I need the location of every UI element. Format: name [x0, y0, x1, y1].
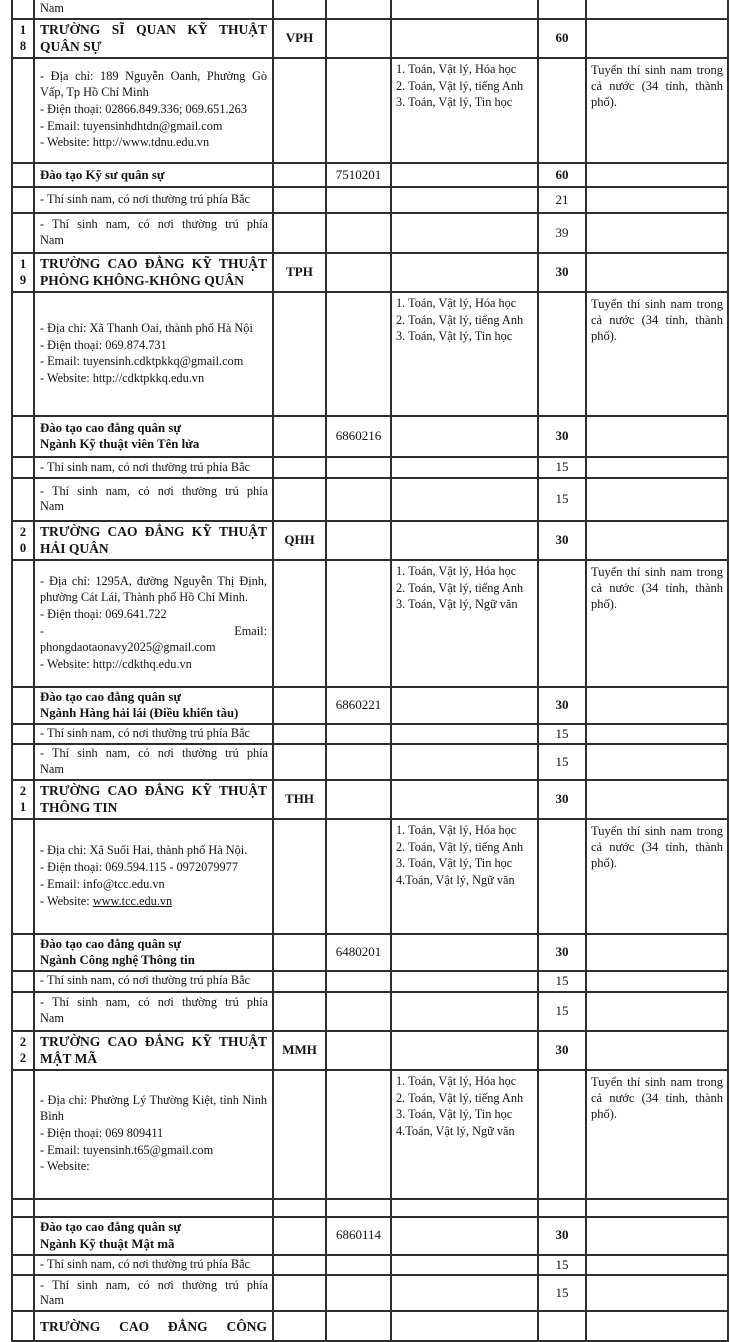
region-south-quota: 15 — [538, 478, 586, 521]
email-line: - Email: — [40, 623, 267, 638]
region-south-label: - Thí sinh nam, có nơi thường trú phía Nam — [34, 213, 273, 253]
empty-cell — [326, 457, 391, 478]
subject-option: 3. Toán, Vật lý, Tin học — [396, 95, 513, 110]
empty-cell — [12, 992, 34, 1031]
email-line: - Email: info@tcc.edu.vn — [40, 876, 165, 891]
empty-cell — [391, 521, 538, 560]
region-south-label: - Thí sinh nam, có nơi thường trú phía Nam — [34, 992, 273, 1031]
region-north-row — [12, 724, 728, 745]
empty-cell — [12, 819, 34, 934]
carryover-top-text: Nam — [34, 0, 273, 19]
school-contact — [34, 560, 273, 687]
address-line: - Địa chỉ: Xã Suối Hai, thành phố Hà Nội. — [40, 843, 248, 858]
empty-cell — [538, 0, 586, 19]
total-quota: 60 — [538, 19, 586, 58]
subject-combinations — [391, 1070, 538, 1199]
carryover-bottom-row — [12, 1311, 728, 1341]
address-line: - Địa chỉ: 189 Nguyễn Oanh, Phường Gò Vấp, Tp Hồ Chí Minh — [40, 69, 267, 100]
school-number: 21 — [12, 780, 34, 819]
empty-cell — [586, 1275, 728, 1311]
region-south-quota: 39 — [538, 213, 586, 253]
region-north-quota: 21 — [538, 187, 586, 213]
website-line: - Website: http://cdkthq.edu.vn — [40, 656, 192, 671]
subject-combinations — [391, 819, 538, 934]
empty-cell — [586, 687, 728, 724]
empty-cell — [12, 744, 34, 779]
program-quota: 30 — [538, 416, 586, 457]
school-name: TRƯỜNG CAO ĐẲNG KỸ THUẬT HẢI QUÂN — [34, 521, 273, 560]
empty-cell — [586, 934, 728, 971]
empty-cell — [391, 478, 538, 521]
address-line: - Địa chỉ: Xã Thanh Oai, thành phố Hà Nội — [40, 320, 253, 335]
empty-cell — [391, 1217, 538, 1255]
subject-option: 1. Toán, Vật lý, Hóa học — [396, 564, 517, 579]
empty-cell — [391, 1031, 538, 1070]
empty-cell — [273, 163, 326, 187]
subject-option: 1. Toán, Vật lý, Hóa học — [396, 822, 517, 837]
empty-cell — [326, 1070, 391, 1199]
empty-cell — [586, 1031, 728, 1070]
empty-cell — [273, 213, 326, 253]
school-info-row — [12, 819, 728, 934]
program-title — [34, 163, 273, 187]
empty-cell — [273, 1311, 326, 1341]
empty-cell — [326, 253, 391, 292]
empty-cell — [326, 1255, 391, 1276]
empty-cell — [12, 58, 34, 163]
empty-cell — [12, 971, 34, 992]
empty-cell — [273, 971, 326, 992]
subject-option: 4.Toán, Vật lý, Ngữ văn — [396, 1124, 515, 1138]
recruitment-note: Tuyển thí sinh nam trong cả nước (34 tỉnh, thành phố). — [586, 58, 728, 163]
empty-cell — [391, 1275, 538, 1311]
school-number: 22 — [12, 1031, 34, 1070]
school-header-row — [12, 19, 728, 58]
empty-cell — [586, 213, 728, 253]
program-code: 7510201 — [326, 163, 391, 187]
subject-option: 1. Toán, Vật lý, Hóa học — [396, 1073, 517, 1088]
region-north-label: - Thí sinh nam, có nơi thường trú phía Bắc — [34, 724, 273, 745]
program-title — [34, 1217, 273, 1255]
region-south-row — [12, 992, 728, 1031]
empty-cell — [326, 1311, 391, 1341]
school-contact — [34, 1070, 273, 1199]
region-north-quota: 15 — [538, 724, 586, 745]
program-title — [34, 687, 273, 724]
region-south-row — [12, 478, 728, 521]
program-quota: 30 — [538, 1217, 586, 1255]
empty-cell — [326, 1275, 391, 1311]
phone-line: - Điện thoại: 069.641.722 — [40, 606, 167, 621]
region-south-label: - Thí sinh nam, có nơi thường trú phía Nam — [34, 744, 273, 779]
empty-cell — [12, 560, 34, 687]
email-line: - Email: tuyensinh.cdktpkkq@gmail.com — [40, 354, 244, 369]
school-number: 20 — [12, 521, 34, 560]
empty-cell — [273, 992, 326, 1031]
empty-cell — [538, 819, 586, 934]
empty-cell — [273, 1275, 326, 1311]
recruitment-note: Tuyển thí sinh nam trong cả nước (34 tỉnh, thành phố). — [586, 1070, 728, 1199]
empty-cell — [12, 292, 34, 416]
empty-cell — [391, 780, 538, 819]
program-title-line: Ngành Hàng hải lái (Điều khiển tàu) — [40, 706, 239, 721]
subject-option: 2. Toán, Vật lý, tiếng Anh — [396, 1090, 524, 1105]
empty-cell — [586, 1217, 728, 1255]
region-south-label: - Thí sinh nam, có nơi thường trú phía Nam — [34, 478, 273, 521]
school-info-row — [12, 292, 728, 416]
school-name: TRƯỜNG SĨ QUAN KỸ THUẬT QUÂN SỰ — [34, 19, 273, 58]
empty-cell — [12, 724, 34, 745]
empty-cell — [586, 187, 728, 213]
empty-cell — [12, 934, 34, 971]
address-line: - Địa chỉ: Phường Lý Thường Kiệt, tỉnh Ninh Bình — [40, 1093, 267, 1124]
email-line: - Email: tuyensinhdhtdn@gmail.com — [40, 118, 223, 133]
region-south-row — [12, 213, 728, 253]
phone-line: - Điện thoại: 069.874.731 — [40, 337, 167, 352]
phone-line: - Điện thoại: 02866.849.336; 069.651.263 — [40, 101, 247, 116]
subject-option: 2. Toán, Vật lý, tiếng Anh — [396, 580, 524, 595]
empty-cell — [391, 416, 538, 457]
program-title-line: Đào tạo cao đẳng quân sự — [40, 1220, 182, 1235]
empty-cell — [12, 687, 34, 724]
program-row — [12, 687, 728, 724]
empty-cell — [538, 1199, 586, 1217]
empty-cell — [12, 1311, 34, 1341]
program-title-line: Ngành Kỹ thuật Mật mã — [40, 1236, 175, 1251]
school-header-row — [12, 521, 728, 560]
empty-cell — [12, 213, 34, 253]
empty-cell — [538, 292, 586, 416]
school-number: 18 — [12, 19, 34, 58]
empty-cell — [273, 934, 326, 971]
program-title-line: Ngành Kỹ thuật viên Tên lửa — [40, 437, 200, 452]
program-code: 6860216 — [326, 416, 391, 457]
empty-cell — [326, 478, 391, 521]
email-line: - Email: tuyensinh.t65@gmail.com — [40, 1142, 214, 1157]
program-title-line: Đào tạo cao đẳng quân sự — [40, 421, 182, 436]
empty-cell — [326, 1199, 391, 1217]
empty-cell — [273, 416, 326, 457]
empty-cell — [273, 292, 326, 416]
region-north-row — [12, 187, 728, 213]
program-title — [34, 934, 273, 971]
empty-cell — [273, 1070, 326, 1199]
empty-cell — [586, 780, 728, 819]
program-code: 6860221 — [326, 687, 391, 724]
empty-cell — [326, 521, 391, 560]
empty-cell — [12, 457, 34, 478]
region-north-row — [12, 457, 728, 478]
empty-cell — [12, 1217, 34, 1255]
empty-cell — [326, 780, 391, 819]
carryover-top-row — [12, 0, 728, 19]
region-north-label: - Thí sinh nam, có nơi thường trú phía Bắc — [34, 1255, 273, 1276]
program-quota: 30 — [538, 687, 586, 724]
region-south-label: - Thí sinh nam, có nơi thường trú phía Nam — [34, 1275, 273, 1311]
program-code: 6480201 — [326, 934, 391, 971]
empty-cell — [273, 457, 326, 478]
empty-cell — [273, 560, 326, 687]
empty-cell — [273, 1217, 326, 1255]
address-line: - Địa chỉ: 1295A, đường Nguyễn Thị Định, phường Cát Lái, Thành phố Hồ Chí Minh. — [40, 574, 267, 605]
empty-cell — [326, 1031, 391, 1070]
empty-cell — [391, 19, 538, 58]
school-name: TRƯỜNG CAO ĐẲNG KỸ THUẬT PHÒNG KHÔNG-KHÔNG QUÂN — [34, 253, 273, 292]
empty-cell — [586, 521, 728, 560]
region-south-row — [12, 1275, 728, 1311]
carryover-bottom-text: TRƯỜNG CAO ĐẲNG CÔNG — [34, 1311, 273, 1341]
empty-cell — [586, 253, 728, 292]
region-north-label: - Thí sinh nam, có nơi thường trú phía Bắc — [34, 187, 273, 213]
empty-cell — [391, 457, 538, 478]
empty-cell — [273, 1255, 326, 1276]
empty-cell — [273, 1199, 326, 1217]
empty-cell — [273, 58, 326, 163]
region-south-row — [12, 744, 728, 779]
program-title — [34, 416, 273, 457]
empty-cell — [273, 0, 326, 19]
empty-cell — [326, 819, 391, 934]
region-south-quota: 15 — [538, 744, 586, 779]
empty-cell — [391, 1311, 538, 1341]
empty-cell — [391, 0, 538, 19]
subject-option: 1. Toán, Vật lý, Hóa học — [396, 61, 517, 76]
region-north-label: - Thí sinh nam, có nơi thường trú phía Bắc — [34, 971, 273, 992]
empty-cell — [586, 0, 728, 19]
empty-cell — [586, 457, 728, 478]
empty-cell — [12, 1275, 34, 1311]
empty-cell — [326, 213, 391, 253]
school-name: TRƯỜNG CAO ĐẲNG KỸ THUẬT MẬT MÃ — [34, 1031, 273, 1070]
empty-cell — [273, 744, 326, 779]
total-quota: 30 — [538, 253, 586, 292]
region-north-quota: 15 — [538, 1255, 586, 1276]
empty-cell — [326, 187, 391, 213]
empty-cell — [586, 1311, 728, 1341]
school-contact — [34, 819, 273, 934]
empty-cell — [391, 744, 538, 779]
empty-cell — [12, 478, 34, 521]
empty-cell — [273, 478, 326, 521]
recruitment-note: Tuyển thí sinh nam trong cả nước (34 tỉnh, thành phố). — [586, 560, 728, 687]
school-number: 19 — [12, 253, 34, 292]
region-north-quota: 15 — [538, 457, 586, 478]
subject-option: 2. Toán, Vật lý, tiếng Anh — [396, 78, 524, 93]
website-link[interactable]: www.tcc.edu.vn — [92, 893, 173, 908]
empty-cell — [538, 1311, 586, 1341]
empty-cell — [586, 163, 728, 187]
spacer-row — [12, 1199, 728, 1217]
empty-cell — [326, 724, 391, 745]
subject-combinations — [391, 58, 538, 163]
school-info-row — [12, 1070, 728, 1199]
school-name: TRƯỜNG CAO ĐẲNG KỸ THUẬT THÔNG TIN — [34, 780, 273, 819]
region-north-row — [12, 971, 728, 992]
program-code: 6860114 — [326, 1217, 391, 1255]
school-contact — [34, 292, 273, 416]
empty-cell — [12, 1255, 34, 1276]
empty-cell — [391, 1255, 538, 1276]
website-line: - Website: — [40, 1159, 90, 1174]
school-info-row — [12, 58, 728, 163]
total-quota: 30 — [538, 780, 586, 819]
empty-cell — [391, 687, 538, 724]
empty-cell — [391, 934, 538, 971]
subject-option: 3. Toán, Vật lý, Tin học — [396, 856, 513, 871]
empty-cell — [34, 1199, 273, 1217]
empty-cell — [586, 724, 728, 745]
empty-cell — [538, 560, 586, 687]
empty-cell — [12, 163, 34, 187]
empty-cell — [586, 744, 728, 779]
empty-cell — [326, 19, 391, 58]
school-header-row — [12, 780, 728, 819]
region-south-quota: 15 — [538, 992, 586, 1031]
empty-cell — [12, 416, 34, 457]
empty-cell — [326, 58, 391, 163]
program-row — [12, 934, 728, 971]
region-south-quota: 15 — [538, 1275, 586, 1311]
phone-line: - Điện thoại: 069.594.115 - 0972079977 — [40, 860, 238, 875]
empty-cell — [326, 0, 391, 19]
empty-cell — [12, 0, 34, 19]
empty-cell — [586, 992, 728, 1031]
empty-cell — [586, 416, 728, 457]
subject-option: 4.Toán, Vật lý, Ngữ văn — [396, 873, 515, 888]
website-line: - Website: http://www.tdnu.edu.vn — [40, 135, 210, 150]
school-code: TPH — [273, 253, 326, 292]
subject-option: 1. Toán, Vật lý, Hóa học — [396, 295, 517, 310]
empty-cell — [586, 1199, 728, 1217]
empty-cell — [273, 724, 326, 745]
program-title-line: Đào tạo cao đẳng quân sự — [40, 936, 182, 951]
recruitment-note: Tuyển thí sinh nam trong cả nước (34 tỉnh, thành phố). — [586, 819, 728, 934]
empty-cell — [326, 744, 391, 779]
empty-cell — [391, 187, 538, 213]
program-row — [12, 163, 728, 187]
school-code: QHH — [273, 521, 326, 560]
school-header-row — [12, 253, 728, 292]
school-info-row — [12, 560, 728, 687]
program-title-line: Đào tạo cao đẳng quân sự — [40, 690, 182, 705]
region-north-label: - Thí sinh nam, có nơi thường trú phía Bắc — [34, 457, 273, 478]
school-code: VPH — [273, 19, 326, 58]
subject-option: 3. Toán, Vật lý, Tin học — [396, 329, 513, 344]
empty-cell — [326, 971, 391, 992]
school-contact — [34, 58, 273, 163]
website-line: - Website: http://cdktpkkq.edu.vn — [40, 371, 205, 386]
email-address: phongdaotaonavy2025@gmail.com — [40, 640, 216, 655]
subject-option: 2. Toán, Vật lý, tiếng Anh — [396, 312, 524, 327]
region-north-quota: 15 — [538, 971, 586, 992]
empty-cell — [273, 687, 326, 724]
empty-cell — [12, 1199, 34, 1217]
empty-cell — [326, 560, 391, 687]
recruitment-note: Tuyển thí sinh nam trong cả nước (34 tỉnh, thành phố). — [586, 292, 728, 416]
subject-option: 3. Toán, Vật lý, Ngữ văn — [396, 597, 518, 612]
empty-cell — [273, 819, 326, 934]
total-quota: 30 — [538, 1031, 586, 1070]
empty-cell — [273, 187, 326, 213]
subject-option: 3. Toán, Vật lý, Tin học — [396, 1107, 513, 1122]
subject-option: 2. Toán, Vật lý, tiếng Anh — [396, 839, 524, 854]
empty-cell — [391, 253, 538, 292]
empty-cell — [586, 19, 728, 58]
phone-line: - Điện thoại: 069 809411 — [40, 1125, 164, 1140]
program-quota: 30 — [538, 934, 586, 971]
program-row — [12, 1217, 728, 1255]
empty-cell — [538, 1070, 586, 1199]
empty-cell — [326, 292, 391, 416]
subject-combinations — [391, 292, 538, 416]
total-quota: 30 — [538, 521, 586, 560]
empty-cell — [391, 213, 538, 253]
empty-cell — [391, 992, 538, 1031]
empty-cell — [391, 724, 538, 745]
website-line: - Website: www.tcc.edu.vn — [40, 893, 173, 908]
program-title-line: Ngành Công nghệ Thông tin — [40, 953, 195, 968]
school-code: MMH — [273, 1031, 326, 1070]
empty-cell — [586, 971, 728, 992]
program-title-line: Đào tạo Kỹ sư quân sự — [40, 167, 165, 182]
empty-cell — [12, 187, 34, 213]
region-north-row — [12, 1255, 728, 1276]
empty-cell — [326, 992, 391, 1031]
subject-combinations — [391, 560, 538, 687]
empty-cell — [391, 163, 538, 187]
empty-cell — [12, 1070, 34, 1199]
empty-cell — [391, 1199, 538, 1217]
empty-cell — [391, 971, 538, 992]
program-row — [12, 416, 728, 457]
empty-cell — [586, 1255, 728, 1276]
empty-cell — [586, 478, 728, 521]
school-code: THH — [273, 780, 326, 819]
program-quota: 60 — [538, 163, 586, 187]
empty-cell — [538, 58, 586, 163]
school-header-row — [12, 1031, 728, 1070]
admissions-table — [11, 0, 729, 1342]
